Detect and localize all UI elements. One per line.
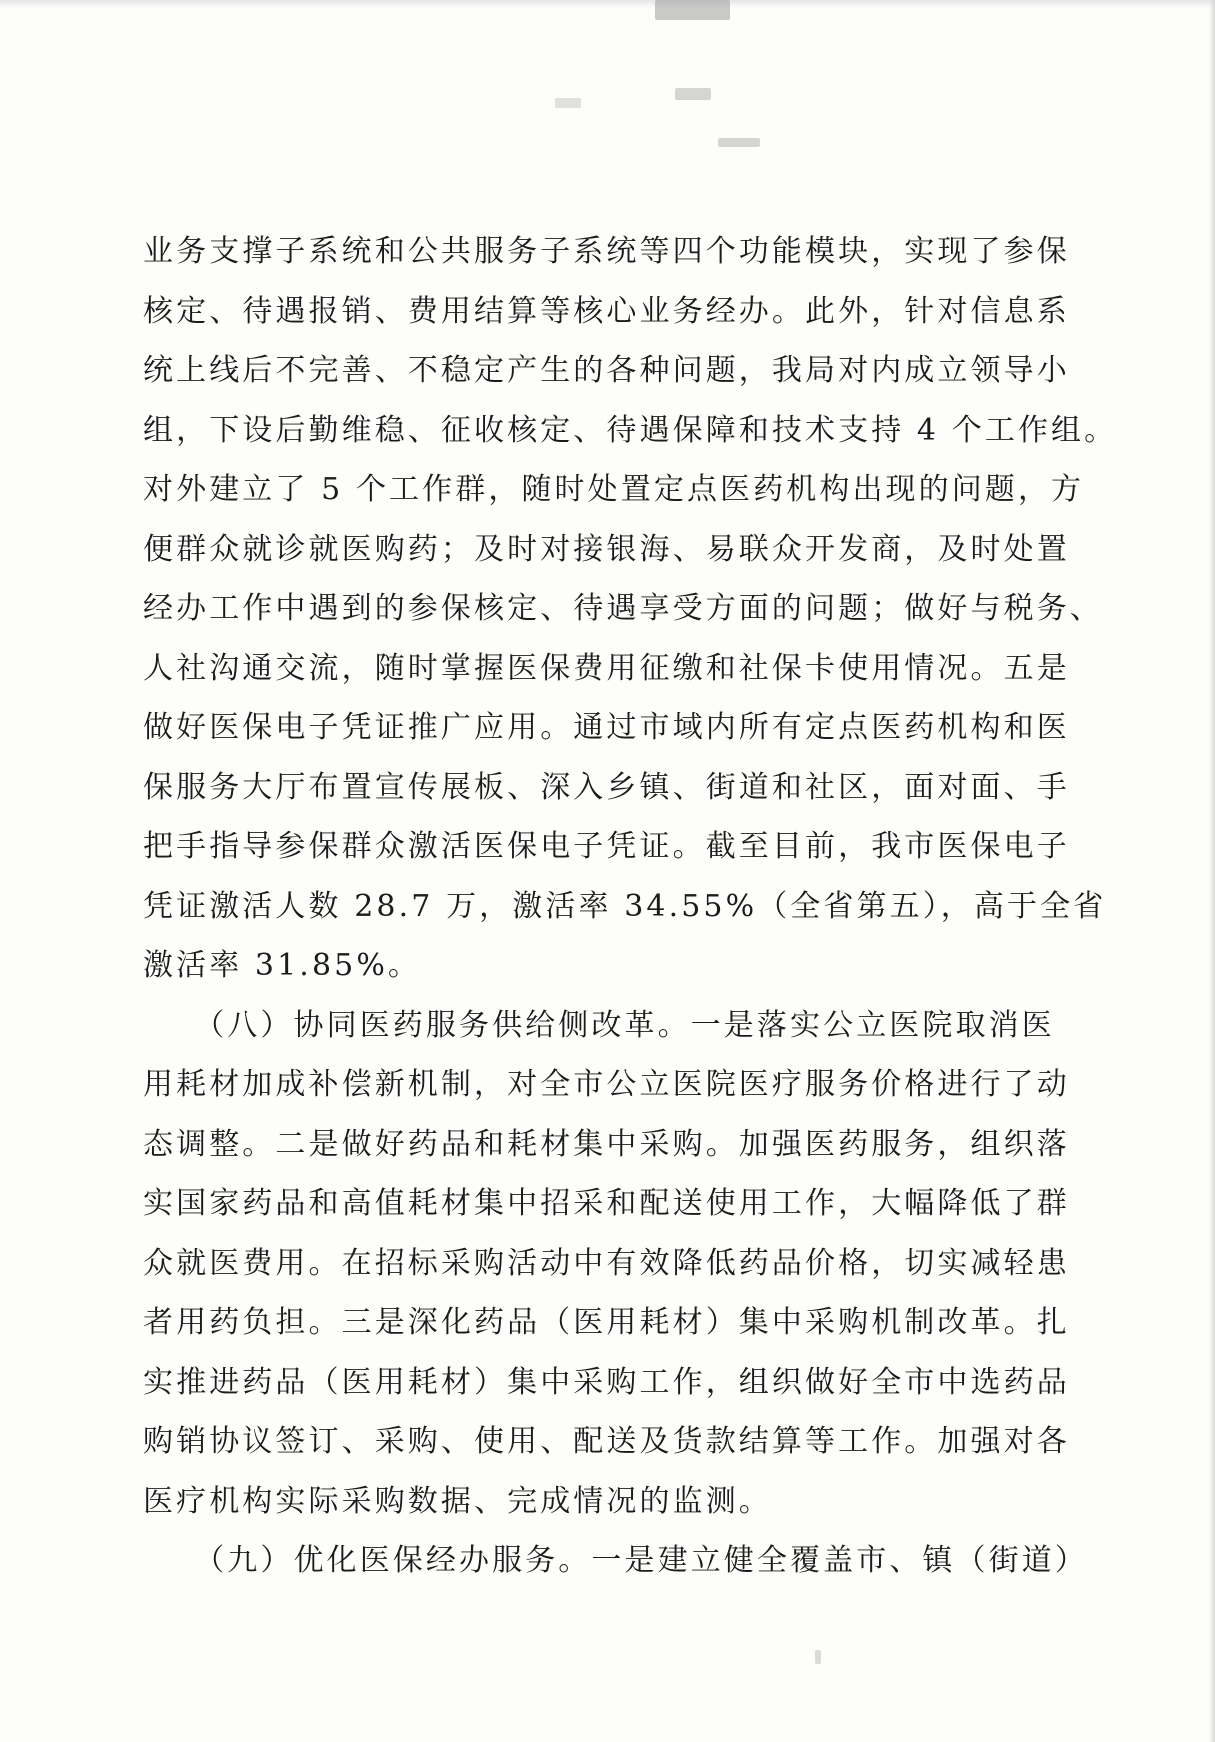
- text-line: 实推进药品（医用耗材）集中采购工作，组织做好全市中选药品: [143, 1364, 1070, 1400]
- text-line: 态调整。二是做好药品和耗材集中采购。加强医药服务，组织落: [143, 1126, 1070, 1162]
- text-line: 激活率 31.85%。: [143, 948, 422, 983]
- text-line: 购销协议签订、采购、使用、配送及货款结算等工作。加强对各: [143, 1424, 1070, 1459]
- text-line: 实国家药品和高值耗材集中招采和配送使用工作，大幅降低了群: [143, 1186, 1070, 1221]
- section-heading-line: （九）优化医保经办服务。一是建立健全覆盖市、镇（街道）: [143, 1543, 1088, 1578]
- text-line: 凭证激活人数 28.7 万，激活率 34.55%（全省第五），高于全省: [143, 888, 1107, 924]
- scan-top-edge: [0, 0, 1215, 8]
- scan-artifact: [555, 98, 581, 108]
- body-text: [143, 222, 1118, 1591]
- scan-right-edge: [1209, 0, 1215, 1742]
- text-line: 做好医保电子凭证推广应用。通过市域内所有定点医药机构和医: [143, 710, 1070, 745]
- scan-artifact: [815, 1650, 821, 1664]
- text-line: 者用药负担。三是深化药品（医用耗材）集中采购机制改革。扎: [143, 1305, 1070, 1340]
- text-line: 人社沟通交流，随时掌握医保费用征缴和社保卡使用情况。五是: [143, 650, 1070, 686]
- text-line: 统上线后不完善、不稳定产生的各种问题，我局对内成立领导小: [143, 353, 1070, 388]
- text-line: 核定、待遇报销、费用结算等核心业务经办。此外，针对信息系: [143, 293, 1070, 329]
- text-line: 便群众就诊就医购药；及时对接银海、易联众开发商，及时处置: [143, 531, 1070, 567]
- text-line: 用耗材加成补偿新机制，对全市公立医院医疗服务价格进行了动: [143, 1067, 1070, 1102]
- text-line: 组，下设后勤维稳、征收核定、待遇保障和技术支持 4 个工作组。: [143, 412, 1118, 448]
- text-line: 经办工作中遇到的参保核定、待遇享受方面的问题；做好与税务、: [143, 591, 1103, 626]
- text-line: 把手指导参保群众激活医保电子凭证。截至目前，我市医保电子: [143, 829, 1070, 864]
- text-line: 医疗机构实际采购数据、完成情况的监测。: [143, 1483, 772, 1519]
- section-heading-line: （八）协同医药服务供给侧改革。一是落实公立医院取消医: [143, 1007, 1055, 1043]
- text-line: 保服务大厅布置宣传展板、深入乡镇、街道和社区，面对面、手: [143, 769, 1070, 805]
- scan-artifact: [718, 138, 760, 147]
- text-line: 众就医费用。在招标采购活动中有效降低药品价格，切实减轻患: [143, 1245, 1070, 1281]
- text-line: 对外建立了 5 个工作群，随时处置定点医药机构出现的问题，方: [143, 472, 1085, 507]
- text-line: 业务支撑子系统和公共服务子系统等四个功能模块，实现了参保: [143, 234, 1070, 269]
- scan-artifact: [675, 88, 711, 100]
- scan-artifact: [655, 0, 730, 20]
